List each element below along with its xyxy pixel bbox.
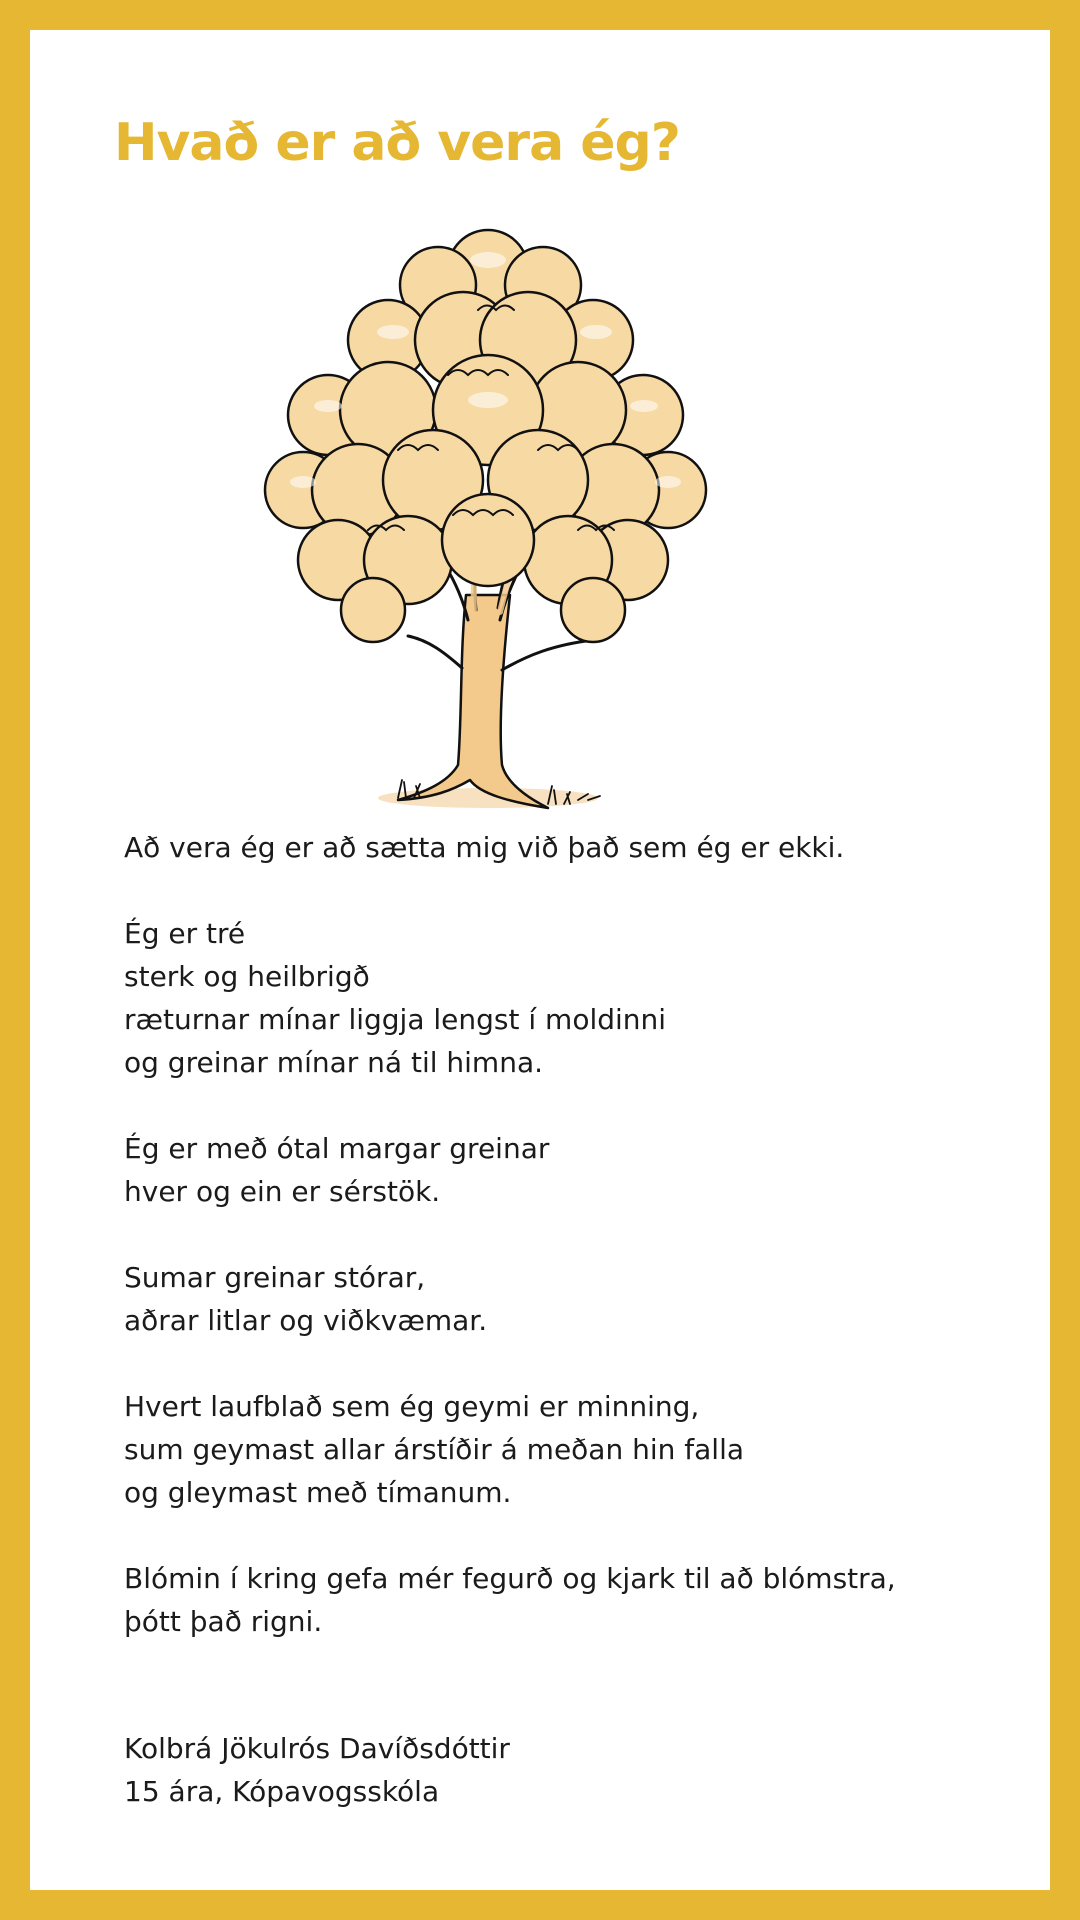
poem-line: þótt það rigni. bbox=[124, 1605, 323, 1638]
stanza bbox=[124, 826, 1004, 869]
poem-line: Blómin í kring gefa mér fegurð og kjark til að blómstra, bbox=[124, 1562, 896, 1595]
poem-line: ræturnar mínar liggja lengst í moldinni bbox=[124, 1003, 667, 1036]
poem-line: Ég er með ótal margar greinar bbox=[124, 1132, 550, 1165]
poem-line: sum geymast allar árstíðir á meðan hin falla bbox=[124, 1433, 745, 1466]
tree-illustration bbox=[248, 200, 728, 825]
poem-line: Ég er tré bbox=[124, 917, 246, 950]
author-signature bbox=[124, 1727, 510, 1813]
tree-illustration-icon bbox=[248, 200, 728, 825]
poem-line: aðrar litlar og viðkvæmar. bbox=[124, 1304, 488, 1337]
stanza bbox=[124, 1385, 1004, 1514]
poem-line: og gleymast með tímanum. bbox=[124, 1476, 512, 1509]
poem-line: Sumar greinar stórar, bbox=[124, 1261, 426, 1294]
stanza bbox=[124, 1256, 1004, 1342]
author-name: Kolbrá Jökulrós Davíðsdóttir bbox=[124, 1732, 510, 1765]
poem-line: og greinar mínar ná til himna. bbox=[124, 1046, 544, 1079]
author-details: 15 ára, Kópavogsskóla bbox=[124, 1775, 440, 1808]
stanza bbox=[124, 1127, 1004, 1213]
stanza bbox=[124, 1557, 1004, 1643]
poem-line: Hvert laufblað sem ég geymi er minning, bbox=[124, 1390, 700, 1423]
poem-body bbox=[124, 826, 1004, 1686]
poem-line: hver og ein er sérstök. bbox=[124, 1175, 441, 1208]
poem-title: Hvað er að vera ég? bbox=[114, 113, 680, 173]
poem-line: sterk og heilbrigð bbox=[124, 960, 370, 993]
poem-line: Að vera ég er að sætta mig við það sem ég er ekki. bbox=[124, 831, 845, 864]
stanza bbox=[124, 912, 1004, 1084]
